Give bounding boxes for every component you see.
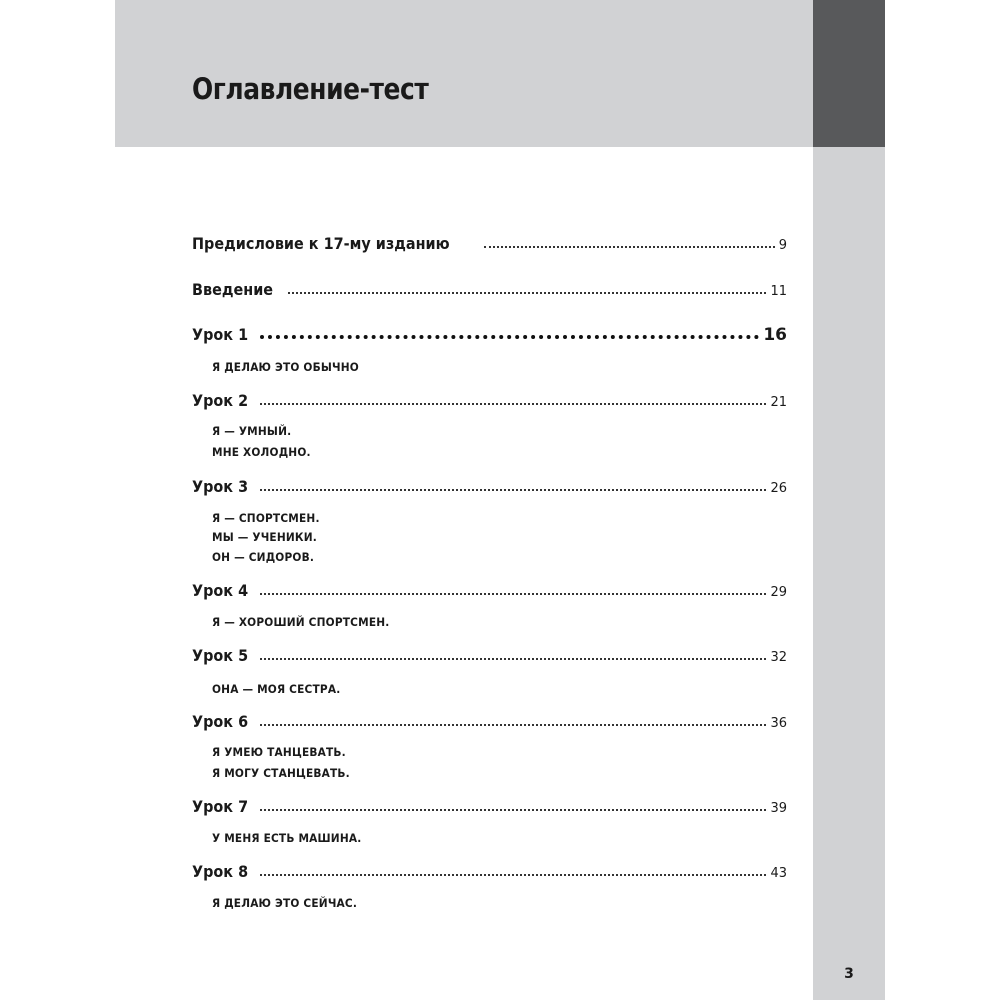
toc-subtopic: Я — УМНЫЙ. [212, 424, 292, 438]
toc-entry-page: 16 [763, 325, 787, 345]
toc-entry-title: Предисловие к 17-му изданию [192, 234, 450, 253]
dot-leader [484, 246, 774, 248]
toc-entry-lesson-3[interactable] [192, 477, 787, 496]
toc-subtopic: Я УМЕЮ ТАНЦЕВАТЬ. [212, 745, 346, 759]
toc-entry-title: Урок 5 [192, 646, 249, 665]
toc-entry-page: 26 [770, 481, 787, 496]
toc-entry-title: Урок 2 [192, 391, 249, 410]
toc-entry-title: Урок 1 [192, 325, 249, 344]
toc-entry-page: 32 [770, 650, 787, 665]
dot-leader [260, 809, 766, 811]
toc-subtopic: Я МОГУ СТАНЦЕВАТЬ. [212, 766, 350, 780]
toc-entry-lesson-4[interactable] [192, 581, 787, 600]
dot-leader [260, 593, 766, 595]
toc-entry-title: Урок 8 [192, 862, 249, 881]
toc-subtopic: МЫ — УЧЕНИКИ. [212, 530, 317, 544]
toc-entry-lesson-5[interactable] [192, 646, 787, 665]
dot-leader [260, 658, 766, 660]
toc-entry-title: Урок 6 [192, 712, 249, 731]
dot-leader [260, 335, 759, 339]
page-title: Оглавление-тест [192, 72, 429, 106]
toc-subtopic: ОНА — МОЯ СЕСТРА. [212, 682, 341, 696]
header-tab-marker [813, 0, 885, 147]
toc-subtopic: Я ДЕЛАЮ ЭТО СЕЙЧАС. [212, 896, 358, 910]
toc-entry-page: 39 [770, 801, 787, 816]
toc-entry-page: 43 [770, 866, 787, 881]
toc-entry-page: 29 [770, 585, 787, 600]
toc-entry-introduction[interactable] [192, 280, 787, 299]
toc-subtopic: Я — СПОРТСМЕН. [212, 511, 320, 525]
side-margin-strip [813, 147, 885, 1000]
dot-leader [260, 489, 766, 491]
toc-subtopic: МНЕ ХОЛОДНО. [212, 445, 311, 459]
toc-subtopic: Я — ХОРОШИЙ СПОРТСМЕН. [212, 615, 390, 629]
toc-entry-title: Урок 7 [192, 797, 249, 816]
toc-entry-title: Урок 3 [192, 477, 249, 496]
toc-entry-page: 11 [770, 284, 787, 299]
toc-entry-title: Введение [192, 280, 274, 299]
toc-entry-page: 21 [770, 395, 787, 410]
dot-leader [288, 292, 766, 294]
toc-entry-lesson-8[interactable] [192, 862, 787, 881]
dot-leader [260, 874, 766, 876]
toc-entry-title: Урок 4 [192, 581, 249, 600]
toc-entry-page: 36 [770, 716, 787, 731]
toc-subtopic: ОН — СИДОРОВ. [212, 550, 315, 564]
page-number: 3 [844, 966, 854, 982]
toc-entry-page: 9 [778, 238, 787, 253]
toc-entry-lesson-6[interactable] [192, 712, 787, 731]
toc-entry-lesson-1[interactable] [192, 325, 787, 345]
toc-entry-preface[interactable] [192, 234, 787, 253]
toc-subtopic: Я ДЕЛАЮ ЭТО ОБЫЧНО [212, 360, 359, 374]
dot-leader [260, 403, 766, 405]
toc-entry-lesson-2[interactable] [192, 391, 787, 410]
dot-leader [260, 724, 766, 726]
toc-entry-lesson-7[interactable] [192, 797, 787, 816]
toc-subtopic: У МЕНЯ ЕСТЬ МАШИНА. [212, 831, 362, 845]
